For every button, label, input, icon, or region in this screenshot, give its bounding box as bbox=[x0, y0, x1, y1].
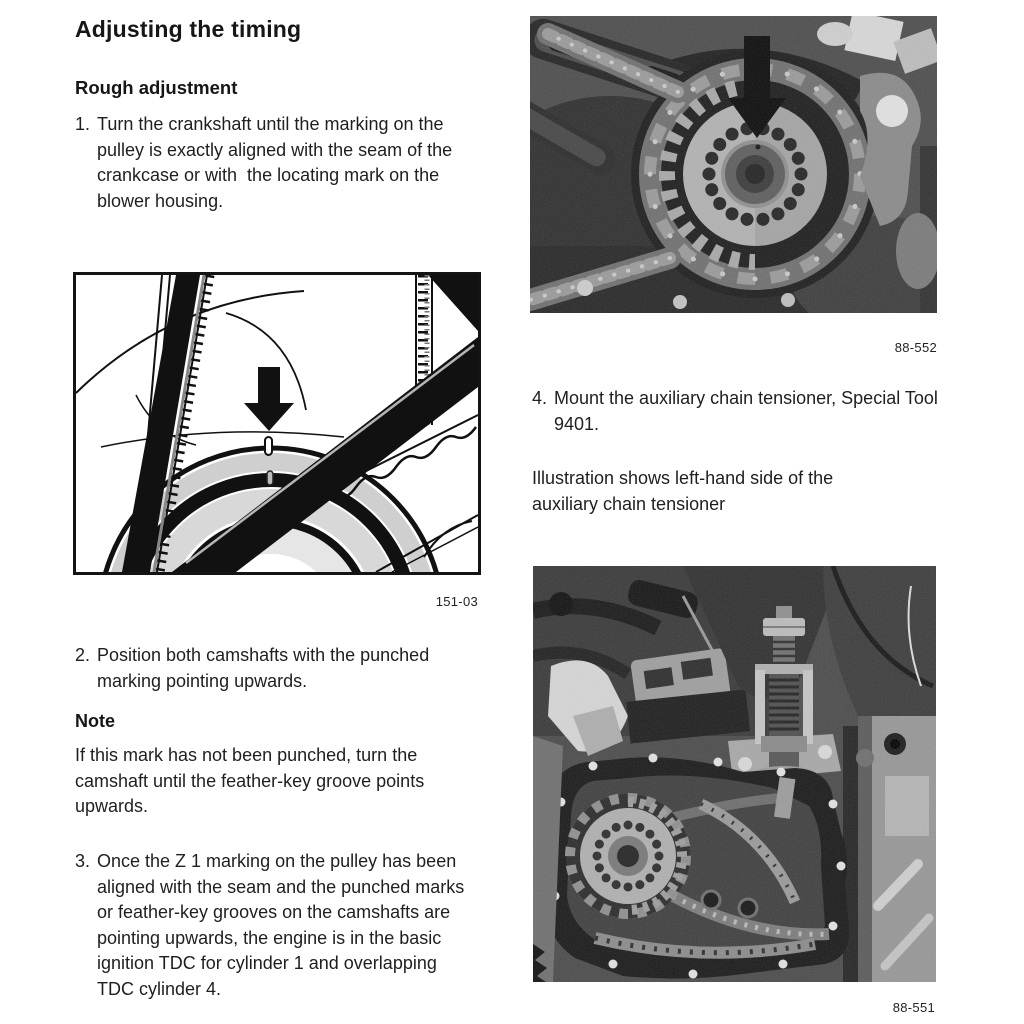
note-body: If this mark has not been punched, turn the camshaft until the feather-key groove points upwards. bbox=[75, 745, 425, 816]
figure-camshaft-sprocket-photo bbox=[530, 16, 937, 313]
step-3 bbox=[75, 849, 477, 1002]
step-1-number: 1. bbox=[75, 114, 91, 134]
figure-chain-tensioner-photo bbox=[533, 566, 936, 982]
pulley-timing-drawing-image bbox=[76, 275, 478, 572]
step-4-text: Mount the auxiliary chain tensioner, Special Tool 9401. bbox=[554, 388, 943, 434]
camshaft-sprocket-photo-image bbox=[530, 16, 937, 313]
page-title: Adjusting the timing bbox=[75, 16, 302, 42]
figure-caption-88-551: 88-551 bbox=[892, 1000, 935, 1015]
step-3-number: 3. bbox=[75, 851, 91, 871]
note-heading: Note bbox=[75, 711, 115, 731]
step-1 bbox=[75, 112, 477, 214]
step-2-number: 2. bbox=[75, 645, 91, 665]
step-4 bbox=[532, 386, 966, 437]
step-2 bbox=[75, 643, 477, 694]
illustration-note: Illustration shows left-hand side of the auxiliary chain tensioner bbox=[532, 468, 834, 514]
figure-caption-88-552: 88-552 bbox=[894, 340, 937, 355]
chain-tensioner-photo-image bbox=[533, 566, 936, 982]
figure-pulley-timing-drawing bbox=[73, 272, 481, 575]
section-heading: Rough adjustment bbox=[75, 77, 238, 98]
figure-caption-151-03: 151-03 bbox=[435, 594, 478, 609]
step-3-text: Once the Z 1 marking on the pulley has been aligned with the seam and the punched marks or feather-key grooves on the camshafts are pointing upwards, the engine is in the basic ignition TDC for cylinder 1 and overlapping TDC cylinder 4. bbox=[97, 851, 470, 999]
step-2-text: Position both camshafts with the punched marking pointing upwards. bbox=[97, 645, 435, 691]
step-1-text: Turn the crankshaft until the marking on the pulley is exactly aligned with the seam of the crankcase or with the locating mark on the blower housing. bbox=[97, 114, 458, 211]
step-4-number: 4. bbox=[532, 388, 548, 408]
